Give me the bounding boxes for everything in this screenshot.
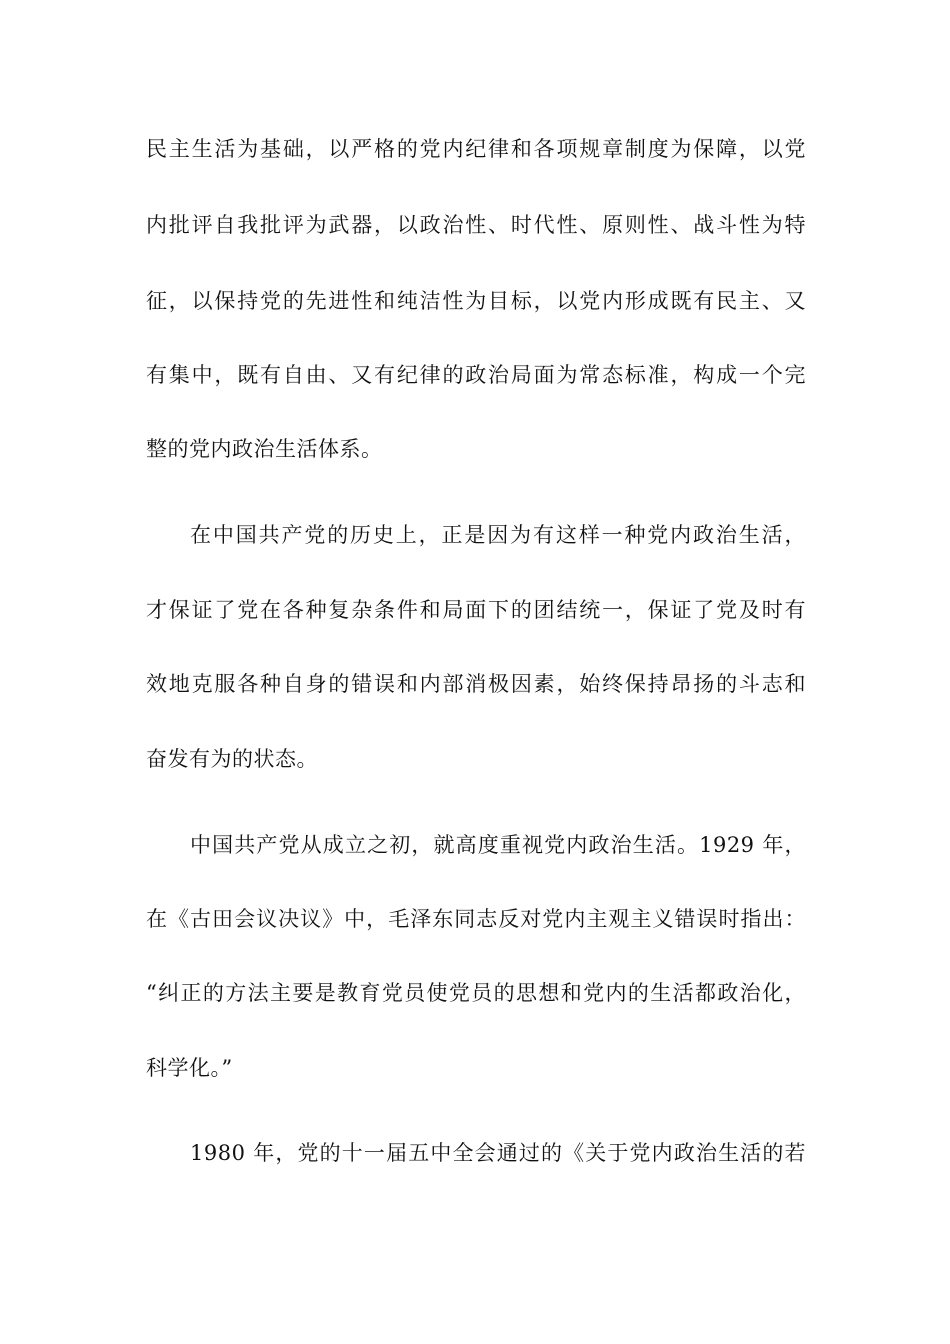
paragraph-line: 奋发有为的状态。 <box>146 747 318 771</box>
paragraph-line: 征，以保持党的先进性和纯洁性为目标，以党内形成既有民主、又 <box>146 289 806 313</box>
paragraph-line: 整的党内政治生活体系。 <box>146 437 383 461</box>
paragraph-line: 中国共产党从成立之初，就高度重视党内政治生活。1929 年， <box>190 833 806 857</box>
paragraph-line: 在中国共产党的历史上，正是因为有这样一种党内政治生活， <box>190 523 806 547</box>
paragraph-line: 1980 年，党的十一届五中全会通过的《关于党内政治生活的若 <box>190 1141 806 1165</box>
paragraph-line: 效地克服各种自身的错误和内部消极因素，始终保持昂扬的斗志和 <box>146 672 806 696</box>
paragraph-line: 才保证了党在各种复杂条件和局面下的团结统一，保证了党及时有 <box>146 598 806 622</box>
paragraph-line: 有集中，既有自由、又有纪律的政治局面为常态标准，构成一个完 <box>146 363 806 387</box>
paragraph-line: 民主生活为基础，以严格的党内纪律和各项规章制度为保障，以党 <box>146 137 806 161</box>
paragraph-line: 内批评自我批评为武器，以政治性、时代性、原则性、战斗性为特 <box>146 213 806 237</box>
paragraph-line: 在《古田会议决议》中，毛泽东同志反对党内主观主义错误时指出： <box>146 907 806 931</box>
paragraph-line: “纠正的方法主要是教育党员使党员的思想和党内的生活都政治化， <box>146 981 806 1005</box>
paragraph-line: 科学化。” <box>146 1056 233 1080</box>
